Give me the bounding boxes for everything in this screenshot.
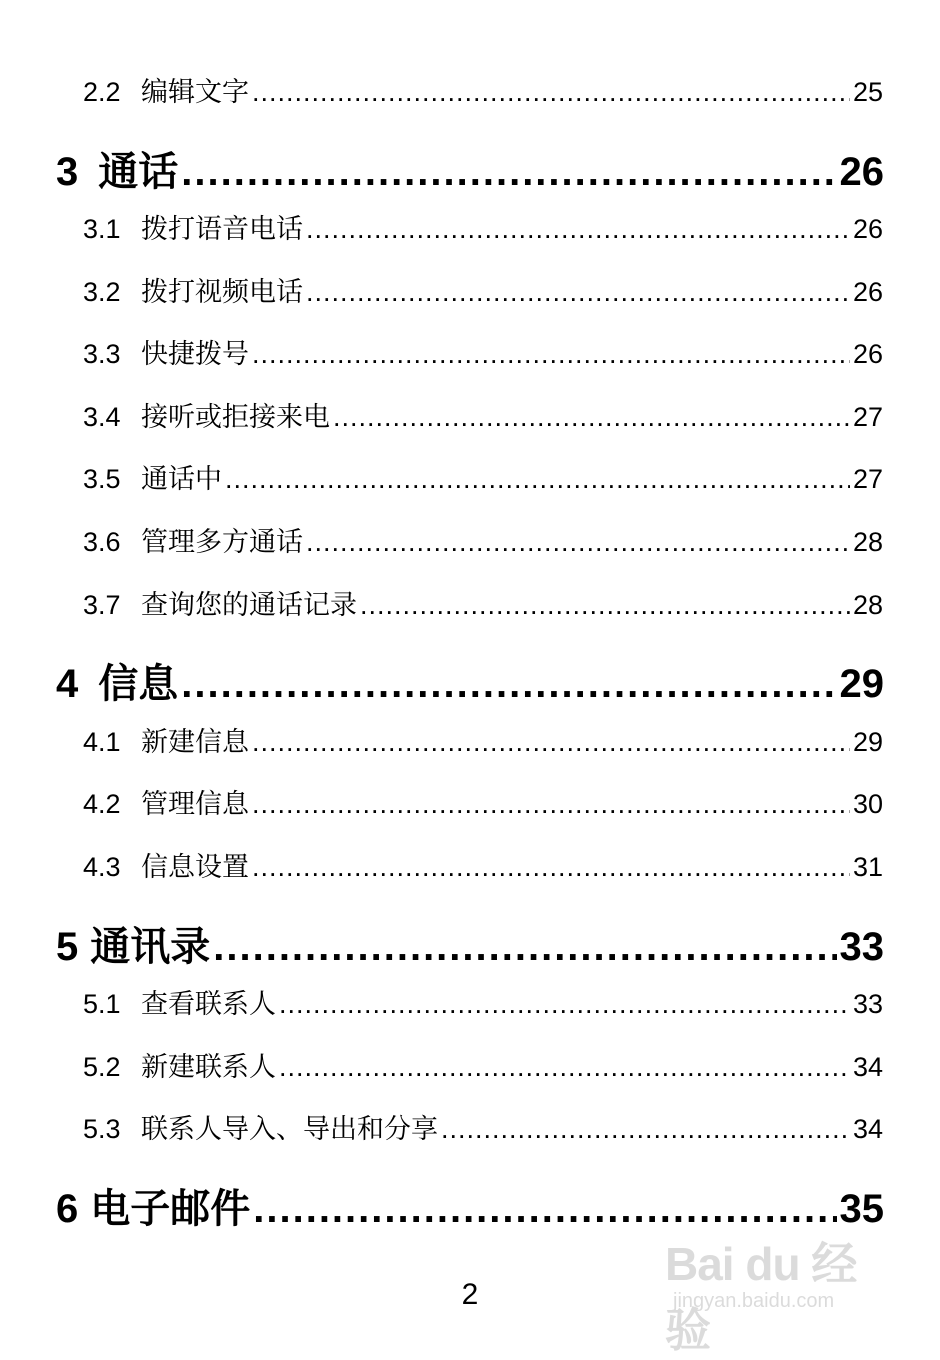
entry-page: 31 (852, 852, 883, 882)
entry-page: 25 (852, 77, 883, 107)
entry-number: 4.1 (83, 727, 121, 757)
chapter-number: 6 (56, 1187, 79, 1231)
dot-leader (252, 789, 850, 820)
dot-leader (252, 852, 850, 883)
toc-chapter-5[interactable] (56, 915, 884, 972)
dot-leader (279, 1052, 850, 1083)
toc-entry-3-4[interactable] (83, 395, 883, 434)
dot-leader (181, 662, 836, 707)
entry-number: 5.1 (83, 989, 121, 1019)
entry-title: 拨打语音电话 (141, 214, 303, 245)
chapter-page: 29 (839, 662, 884, 706)
chapter-number: 5 (56, 925, 79, 969)
entry-page: 34 (852, 1052, 883, 1082)
toc-entry-5-3[interactable] (83, 1107, 883, 1146)
chapter-title: 通讯录 (90, 924, 211, 970)
dot-leader (213, 925, 836, 970)
entry-page: 33 (852, 989, 883, 1019)
toc-entry-3-1[interactable] (83, 207, 883, 246)
toc-entry-3-5[interactable] (83, 457, 883, 496)
chapter-title: 电子邮件 (90, 1186, 251, 1232)
entry-title: 信息设置 (141, 852, 249, 883)
entry-number: 3.7 (83, 590, 121, 620)
dot-leader (306, 527, 850, 558)
toc-entry-3-3[interactable] (83, 332, 883, 371)
toc-entry-3-7[interactable] (83, 583, 883, 622)
entry-title: 编辑文字 (141, 77, 249, 108)
entry-number: 2.2 (83, 77, 121, 107)
dot-leader (181, 150, 836, 195)
dot-leader (225, 464, 850, 495)
toc-entry-5-2[interactable] (83, 1045, 883, 1084)
toc-entry-4-2[interactable] (83, 782, 883, 821)
entry-title: 拨打视频电话 (141, 277, 303, 308)
dot-leader (360, 590, 850, 621)
chapter-title: 通话 (98, 149, 179, 195)
dot-leader (252, 77, 850, 108)
entry-number: 3.3 (83, 339, 121, 369)
dot-leader (279, 989, 850, 1020)
entry-title: 查询您的通话记录 (141, 590, 357, 621)
toc-chapter-3[interactable] (56, 140, 884, 197)
entry-page: 26 (852, 277, 883, 307)
chapter-page: 26 (839, 150, 884, 194)
dot-leader (252, 339, 850, 370)
entry-title: 管理信息 (141, 789, 249, 820)
dot-leader (441, 1114, 850, 1145)
entry-title: 快捷拨号 (141, 339, 249, 370)
entry-title: 查看联系人 (141, 989, 276, 1020)
toc-entry-3-6[interactable] (83, 520, 883, 559)
entry-title: 接听或拒接来电 (141, 402, 330, 433)
dot-leader (306, 277, 850, 308)
chapter-number: 3 (56, 150, 79, 194)
entry-title: 通话中 (141, 464, 222, 495)
toc-entry-2-2[interactable] (83, 70, 883, 109)
chapter-title: 信息 (98, 661, 179, 707)
entry-number: 5.3 (83, 1114, 121, 1144)
entry-page: 34 (852, 1114, 883, 1144)
dot-leader (306, 214, 850, 245)
entry-page: 28 (852, 590, 883, 620)
entry-number: 3.1 (83, 214, 121, 244)
toc-entry-4-3[interactable] (83, 845, 883, 884)
page-number: 2 (461, 1278, 479, 1311)
watermark-logo-text: Bai du 经验 (665, 1238, 857, 1356)
watermark-url: jingyan.baidu.com (673, 1290, 835, 1312)
entry-page: 27 (852, 464, 883, 494)
toc-entry-4-1[interactable] (83, 720, 883, 759)
entry-number: 4.2 (83, 789, 121, 819)
toc-chapter-4[interactable] (56, 652, 884, 709)
entry-number: 4.3 (83, 852, 121, 882)
entry-number: 3.4 (83, 402, 121, 432)
entry-title: 新建联系人 (141, 1052, 276, 1083)
entry-page: 30 (852, 789, 883, 819)
chapter-page: 33 (839, 925, 884, 969)
dot-leader (252, 727, 850, 758)
chapter-number: 4 (56, 662, 79, 706)
entry-title: 管理多方通话 (141, 527, 303, 558)
entry-page: 27 (852, 402, 883, 432)
entry-number: 3.5 (83, 464, 121, 494)
entry-page: 28 (852, 527, 883, 557)
dot-leader (333, 402, 850, 433)
entry-number: 3.6 (83, 527, 121, 557)
entry-page: 26 (852, 214, 883, 244)
entry-title: 联系人导入、导出和分享 (141, 1114, 438, 1145)
entry-title: 新建信息 (141, 727, 249, 758)
toc-entry-3-2[interactable] (83, 270, 883, 309)
baidu-jingyan-watermark (665, 1220, 900, 1356)
entry-number: 5.2 (83, 1052, 121, 1082)
entry-number: 3.2 (83, 277, 121, 307)
entry-page: 29 (852, 727, 883, 757)
toc-entry-5-1[interactable] (83, 982, 883, 1021)
chapter-page: 35 (839, 1187, 884, 1231)
entry-page: 26 (852, 339, 883, 369)
